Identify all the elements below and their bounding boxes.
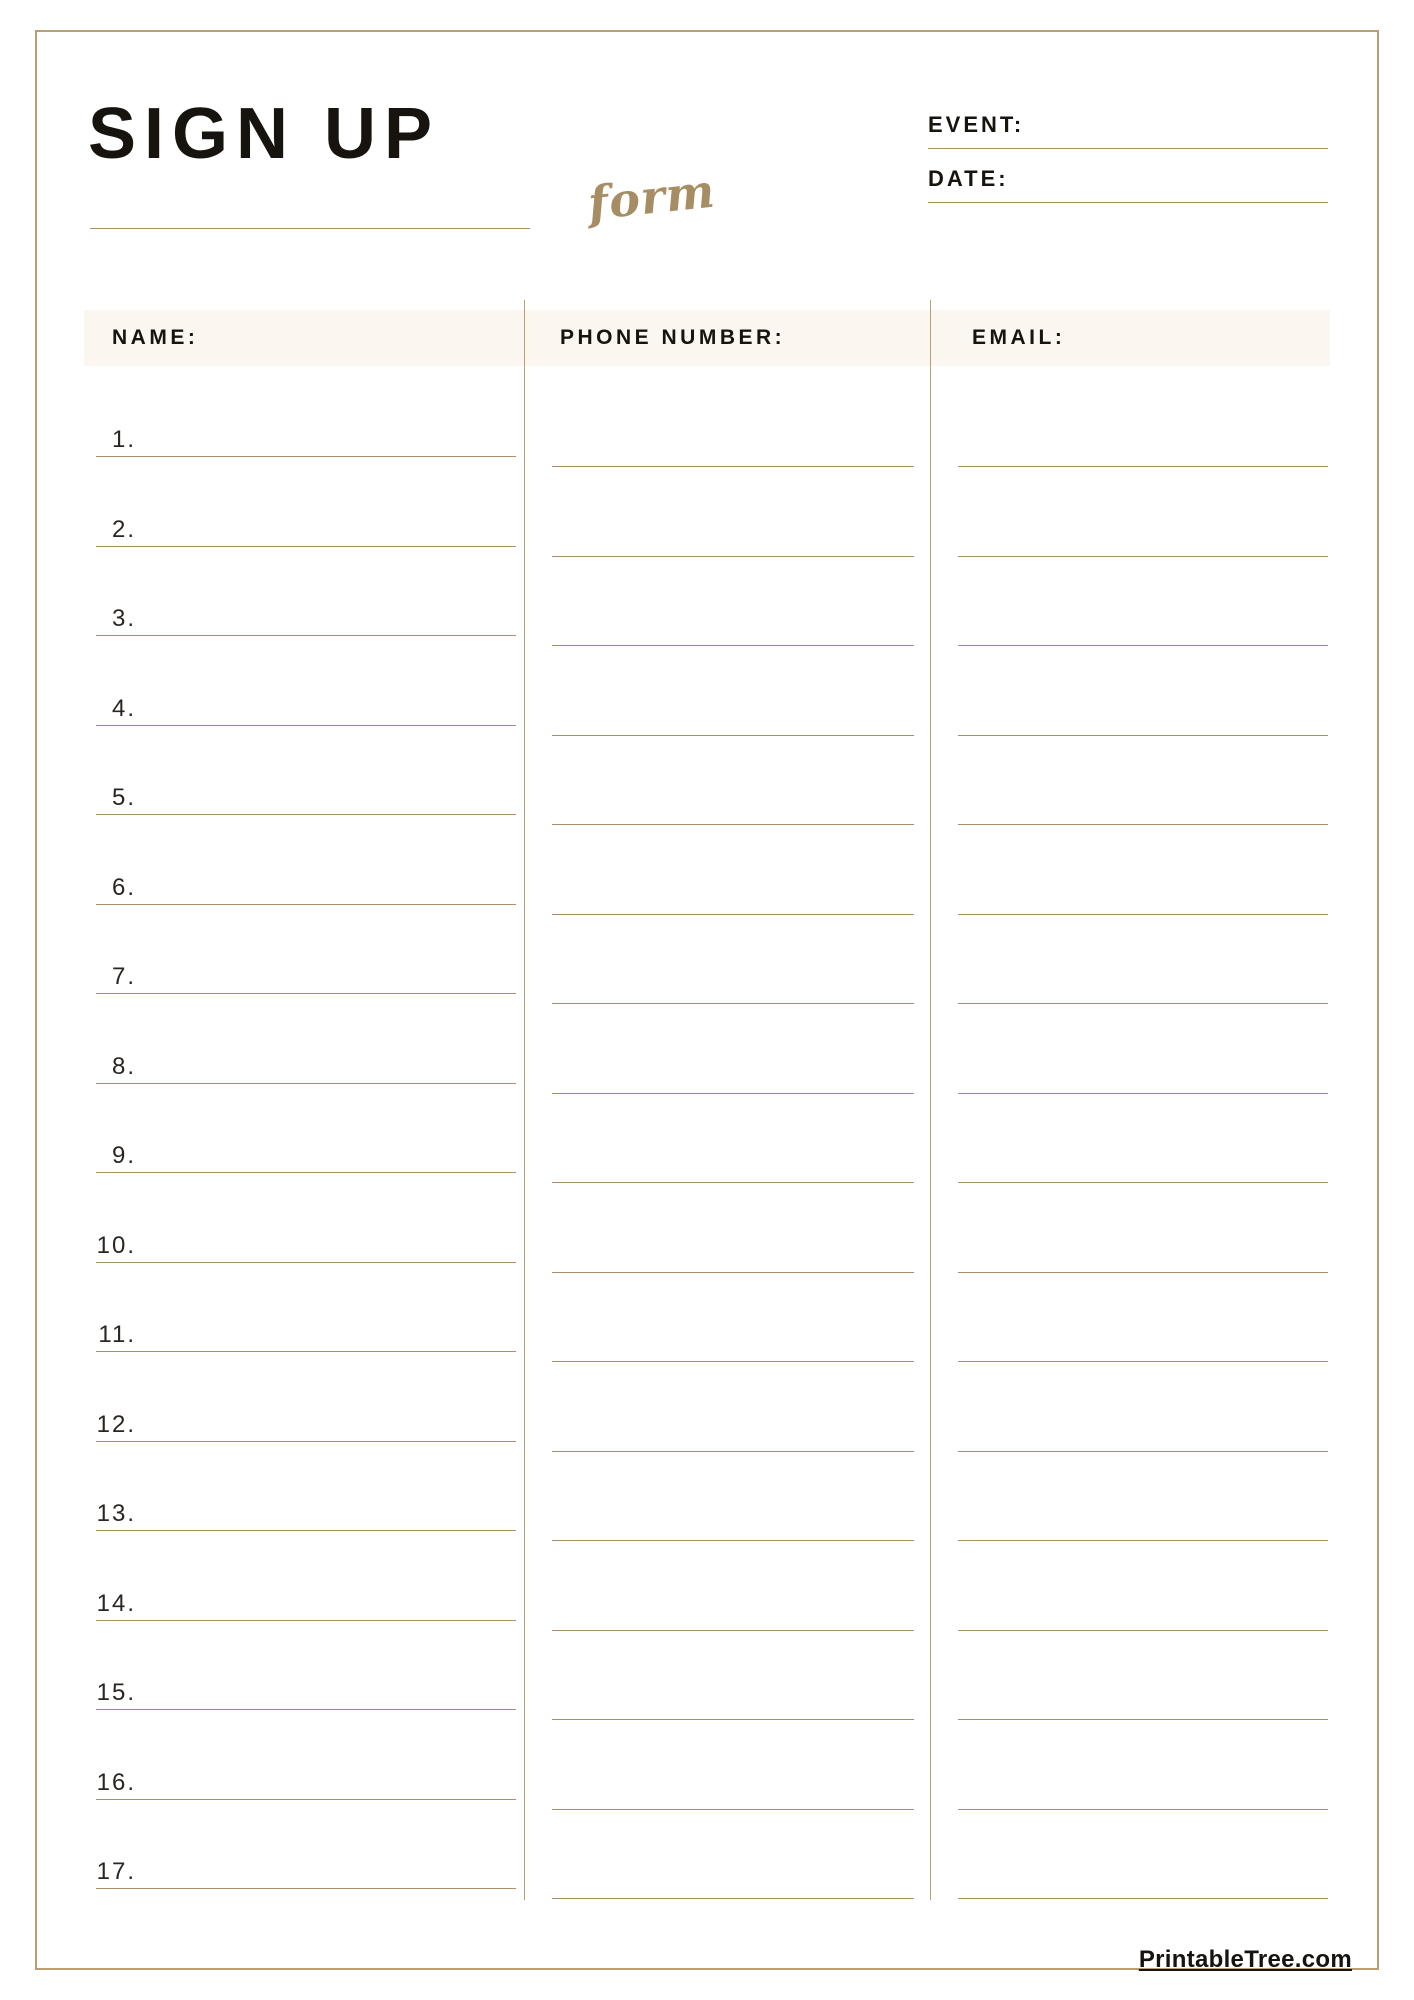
row-name-writeline[interactable] <box>96 1172 516 1173</box>
row-phone-writeline[interactable] <box>552 1451 914 1452</box>
event-field[interactable] <box>928 108 1328 162</box>
row-phone-writeline[interactable] <box>552 645 914 646</box>
row-phone-writeline[interactable] <box>552 1272 914 1273</box>
row-name-writeline[interactable] <box>96 1262 516 1263</box>
row-email-writeline[interactable] <box>958 466 1328 467</box>
row-email-writeline[interactable] <box>958 1898 1328 1899</box>
event-label: EVENT: <box>928 112 1025 137</box>
row-number: 17. <box>96 1858 136 1885</box>
row-number: 5. <box>111 784 136 811</box>
row-phone-writeline[interactable] <box>552 556 914 557</box>
row-phone-writeline[interactable] <box>552 1361 914 1362</box>
table-row <box>84 1027 1330 1117</box>
table-row <box>84 1385 1330 1475</box>
row-email-writeline[interactable] <box>958 556 1328 557</box>
row-email-writeline[interactable] <box>958 1093 1328 1094</box>
row-phone-writeline[interactable] <box>552 914 914 915</box>
row-phone-writeline[interactable] <box>552 1540 914 1541</box>
row-email-writeline[interactable] <box>958 1719 1328 1720</box>
row-number: 7. <box>111 963 136 990</box>
table-row <box>84 1474 1330 1564</box>
row-number: 1. <box>111 426 136 453</box>
row-email-writeline[interactable] <box>958 1540 1328 1541</box>
row-name-writeline[interactable] <box>96 1441 516 1442</box>
table-header-row <box>84 310 1330 366</box>
row-phone-writeline[interactable] <box>552 735 914 736</box>
row-email-writeline[interactable] <box>958 1361 1328 1362</box>
row-name-writeline[interactable] <box>96 904 516 905</box>
table-row <box>84 579 1330 669</box>
row-number: 9. <box>111 1142 136 1169</box>
row-phone-writeline[interactable] <box>552 1182 914 1183</box>
row-email-writeline[interactable] <box>958 1003 1328 1004</box>
row-number: 11. <box>98 1321 136 1348</box>
row-number: 6. <box>111 873 136 901</box>
table-row <box>84 490 1330 580</box>
row-name-writeline[interactable] <box>96 725 516 726</box>
row-email-writeline[interactable] <box>958 735 1328 736</box>
table-row <box>84 937 1330 1027</box>
row-name-writeline[interactable] <box>96 814 516 815</box>
row-email-writeline[interactable] <box>958 645 1328 646</box>
row-email-writeline[interactable] <box>958 824 1328 825</box>
row-number: 4. <box>111 694 136 722</box>
row-email-writeline[interactable] <box>958 1451 1328 1452</box>
row-phone-writeline[interactable] <box>552 466 914 467</box>
date-label: DATE: <box>928 166 1009 191</box>
row-phone-writeline[interactable] <box>552 1809 914 1810</box>
row-name-writeline[interactable] <box>96 1620 516 1621</box>
date-writeline[interactable] <box>928 202 1328 203</box>
footer-link[interactable]: PrintableTree.com <box>1138 1946 1352 1973</box>
table-row <box>84 1116 1330 1206</box>
signup-rows <box>84 400 1330 1922</box>
row-phone-writeline[interactable] <box>552 1630 914 1631</box>
row-number: 15. <box>96 1679 136 1706</box>
table-row <box>84 1653 1330 1743</box>
row-email-writeline[interactable] <box>958 1182 1328 1183</box>
row-name-writeline[interactable] <box>96 635 516 636</box>
row-phone-writeline[interactable] <box>552 1719 914 1720</box>
row-name-writeline[interactable] <box>96 1351 516 1352</box>
row-number: 2. <box>111 515 136 543</box>
column-header-email: EMAIL: <box>972 326 1066 349</box>
row-email-writeline[interactable] <box>958 1809 1328 1810</box>
table-row <box>84 758 1330 848</box>
row-phone-writeline[interactable] <box>552 1003 914 1004</box>
row-number: 16. <box>96 1768 136 1796</box>
row-name-writeline[interactable] <box>96 993 516 994</box>
row-name-writeline[interactable] <box>96 1888 516 1889</box>
table-row <box>84 848 1330 938</box>
table-row <box>84 669 1330 759</box>
table-row <box>84 1564 1330 1654</box>
date-field[interactable] <box>928 162 1328 216</box>
table-row <box>84 1206 1330 1296</box>
row-number: 8. <box>111 1052 136 1080</box>
row-name-writeline[interactable] <box>96 1709 516 1710</box>
table-row <box>84 1743 1330 1833</box>
row-name-writeline[interactable] <box>96 1799 516 1800</box>
row-email-writeline[interactable] <box>958 1630 1328 1631</box>
row-name-writeline[interactable] <box>96 1530 516 1531</box>
row-email-writeline[interactable] <box>958 914 1328 915</box>
meta-fields <box>928 108 1328 216</box>
table-row <box>84 1295 1330 1385</box>
row-number: 14. <box>96 1589 136 1617</box>
title-underline <box>90 228 530 229</box>
row-number: 10. <box>96 1231 136 1259</box>
row-number: 13. <box>96 1500 136 1527</box>
document-header <box>88 94 1328 248</box>
table-row <box>84 1832 1330 1922</box>
page-subtitle-script: form <box>585 163 718 231</box>
table-row <box>84 400 1330 490</box>
event-writeline[interactable] <box>928 148 1328 149</box>
row-name-writeline[interactable] <box>96 546 516 547</box>
row-number: 12. <box>96 1410 136 1438</box>
row-email-writeline[interactable] <box>958 1272 1328 1273</box>
row-phone-writeline[interactable] <box>552 1898 914 1899</box>
row-phone-writeline[interactable] <box>552 824 914 825</box>
column-header-phone: PHONE NUMBER: <box>560 326 786 349</box>
row-name-writeline[interactable] <box>96 1083 516 1084</box>
row-name-writeline[interactable] <box>96 456 516 457</box>
page-title: SIGN UP <box>88 94 441 174</box>
row-number: 3. <box>111 605 136 632</box>
column-header-name: NAME: <box>112 326 199 349</box>
row-phone-writeline[interactable] <box>552 1093 914 1094</box>
